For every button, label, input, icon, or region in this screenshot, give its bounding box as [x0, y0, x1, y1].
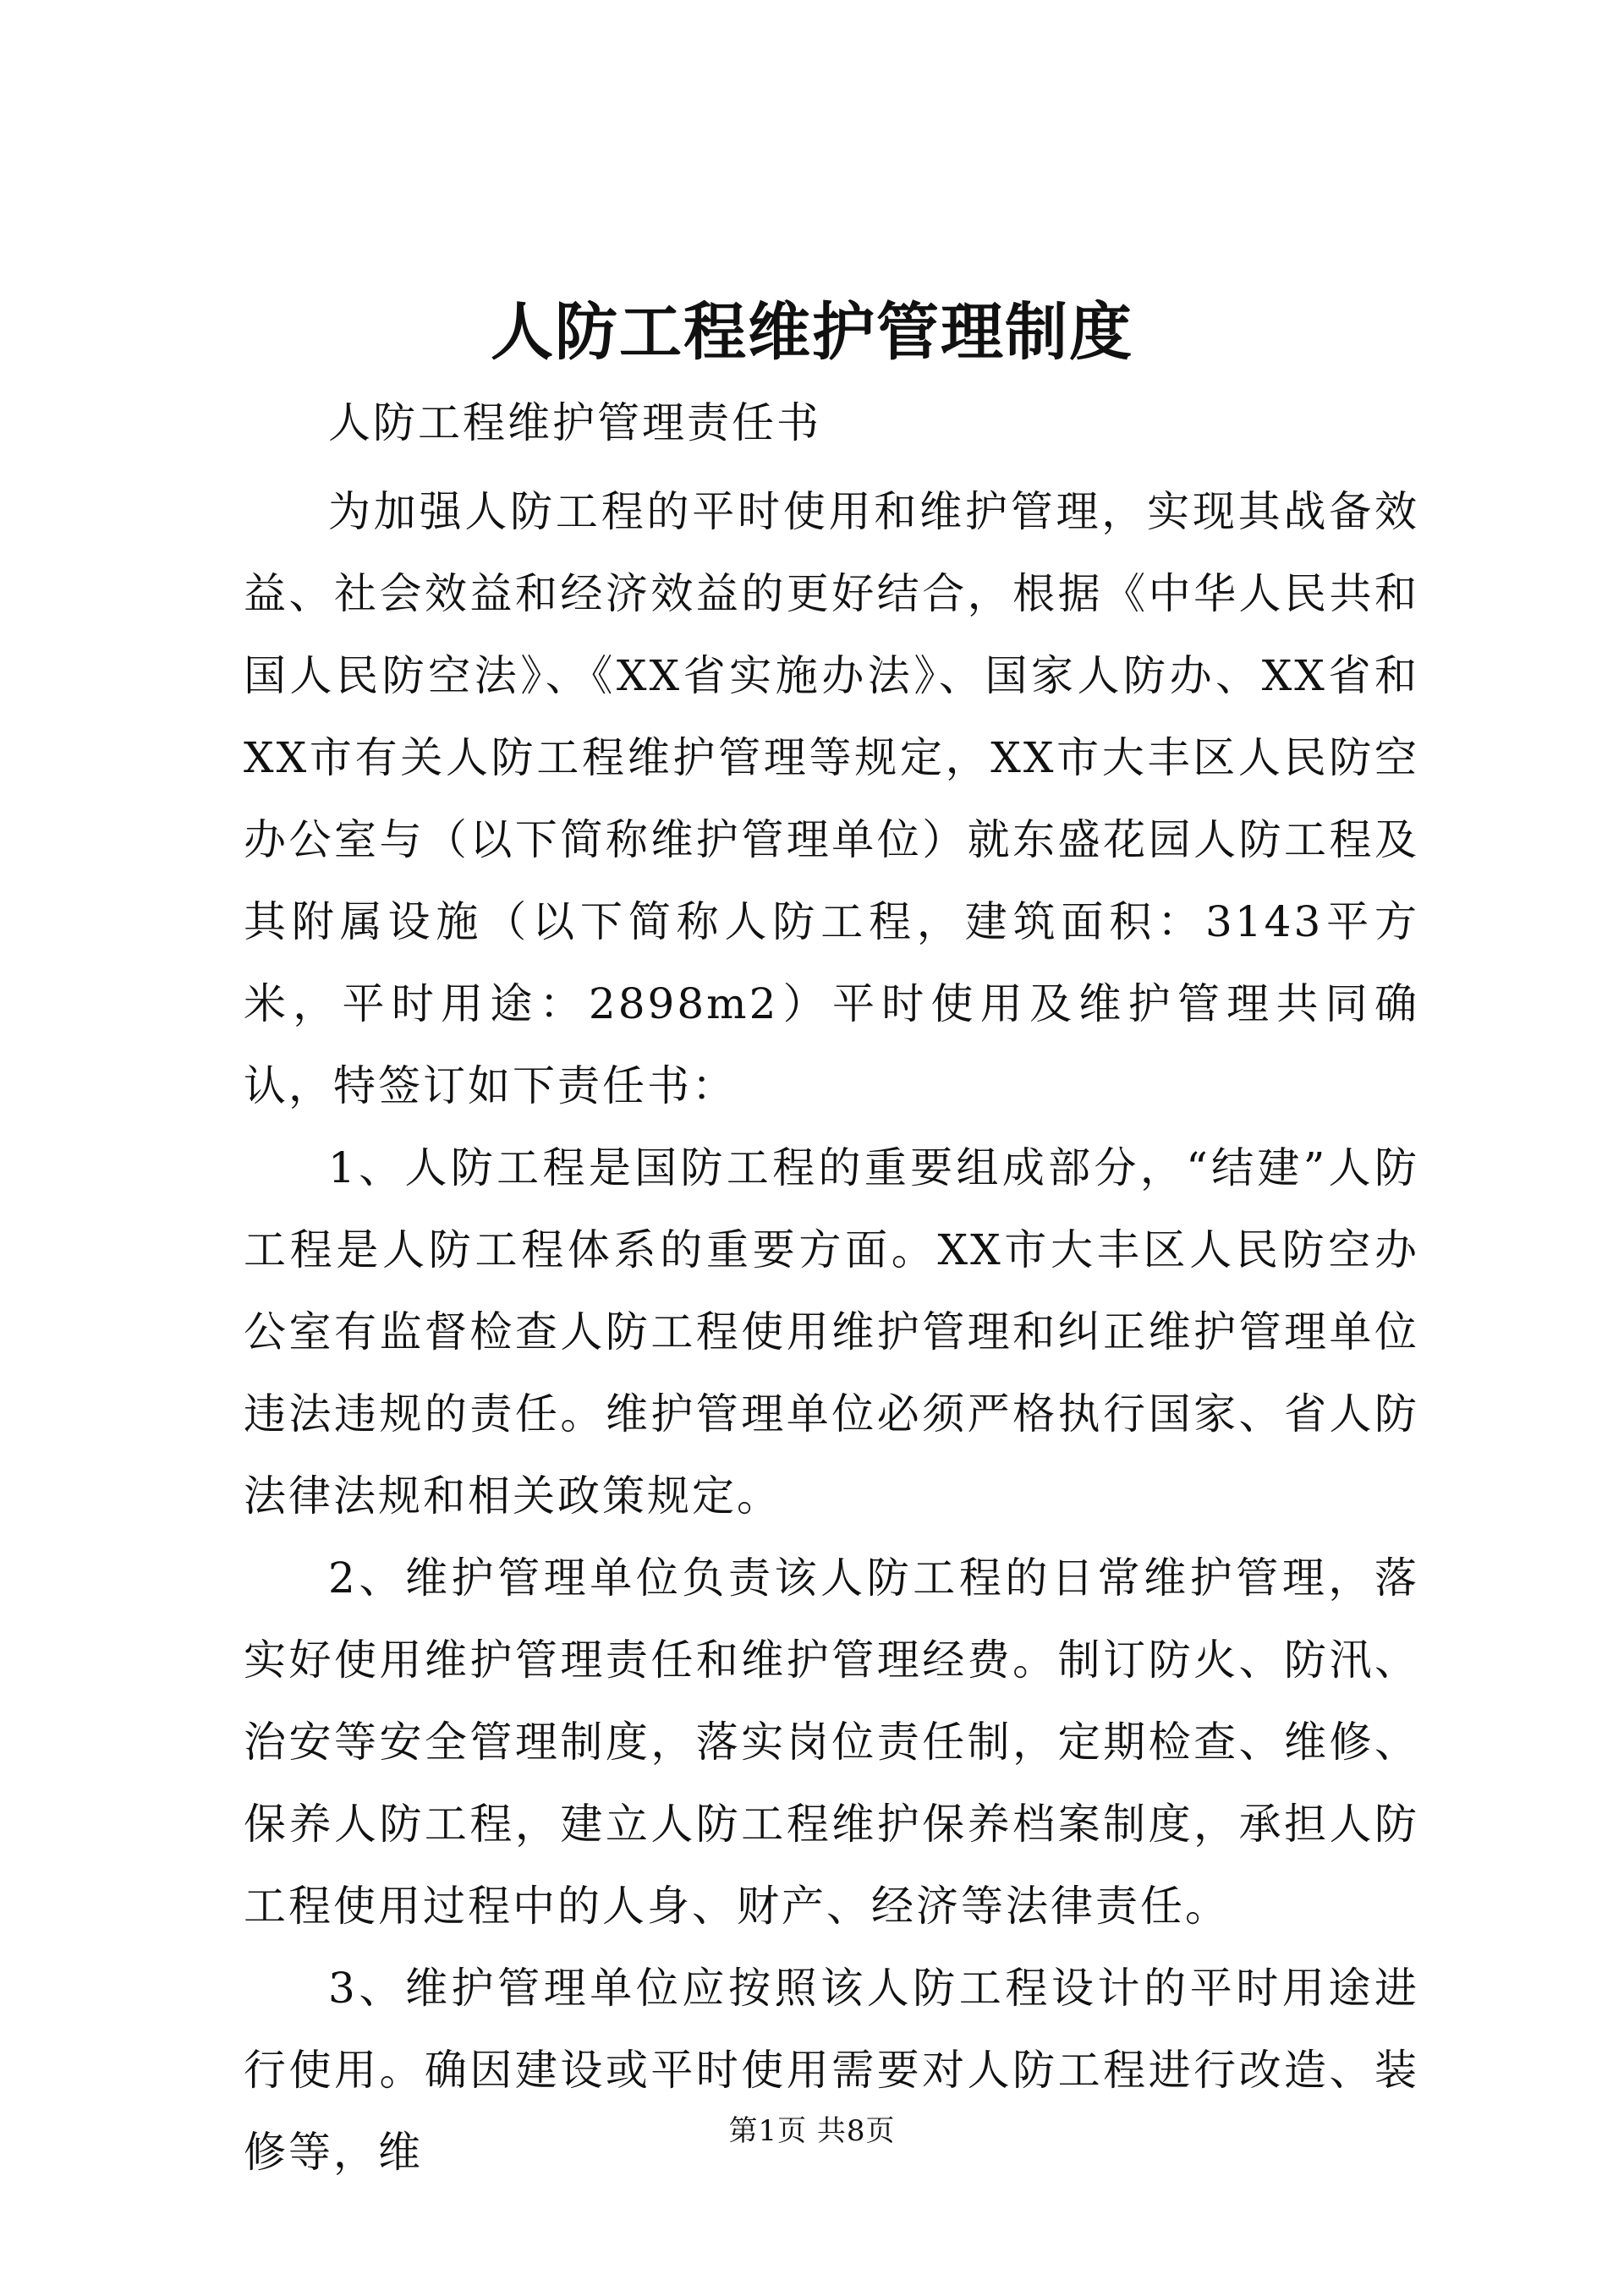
- document-title: 人防工程维护管理制度: [491, 296, 1133, 369]
- paragraph-item-1: 1、人防工程是国防工程的重要组成部分，“结建”人防工程是人防工程体系的重要方面。XX市大丰区人民防空办公室有监督检查人防工程使用维护管理和纠正维护管理单位违法违规的责任。维护管理单位必须严格执行国家、省人防法律法规和相关政策规定。: [244, 1143, 1419, 1521]
- page-number-footer: 第1页 共8页: [728, 2114, 896, 2148]
- paragraph-item-3: 3、维护管理单位应按照该人防工程设计的平时用途进行使用。确因建设或平时使用需要对人防工程进行改造、装修等，维: [244, 1964, 1419, 2177]
- document-body: [244, 382, 1419, 2194]
- paragraph-item-2: 2、维护管理单位负责该人防工程的日常维护管理，落实好使用维护管理责任和维护管理经费。制订防火、防汛、治安等安全管理制度，落实岗位责任制，定期检查、维修、保养人防工程，建立人防工程维护保养档案制度，承担人防工程使用过程中的人身、财产、经济等法律责任。: [244, 1553, 1419, 1931]
- paragraph-intro: 为加强人防工程的平时使用和维护管理，实现其战备效益、社会效益和经济效益的更好结合，根据《中华人民共和国人民防空法》、《XX省实施办法》、国家人防办、XX省和XX市有关人防工程维护管理等规定，XX市大丰区人民防空办公室与（以下简称维护管理单位）就东盛花园人防工程及其附属设施（以下简称人防工程，建筑面积：3143平方米，平时用途：2898m2）平时使用及维护管理共同确认，特签订如下责任书：: [244, 487, 1419, 1110]
- document-subtitle: 人防工程维护管理责任书: [328, 398, 821, 447]
